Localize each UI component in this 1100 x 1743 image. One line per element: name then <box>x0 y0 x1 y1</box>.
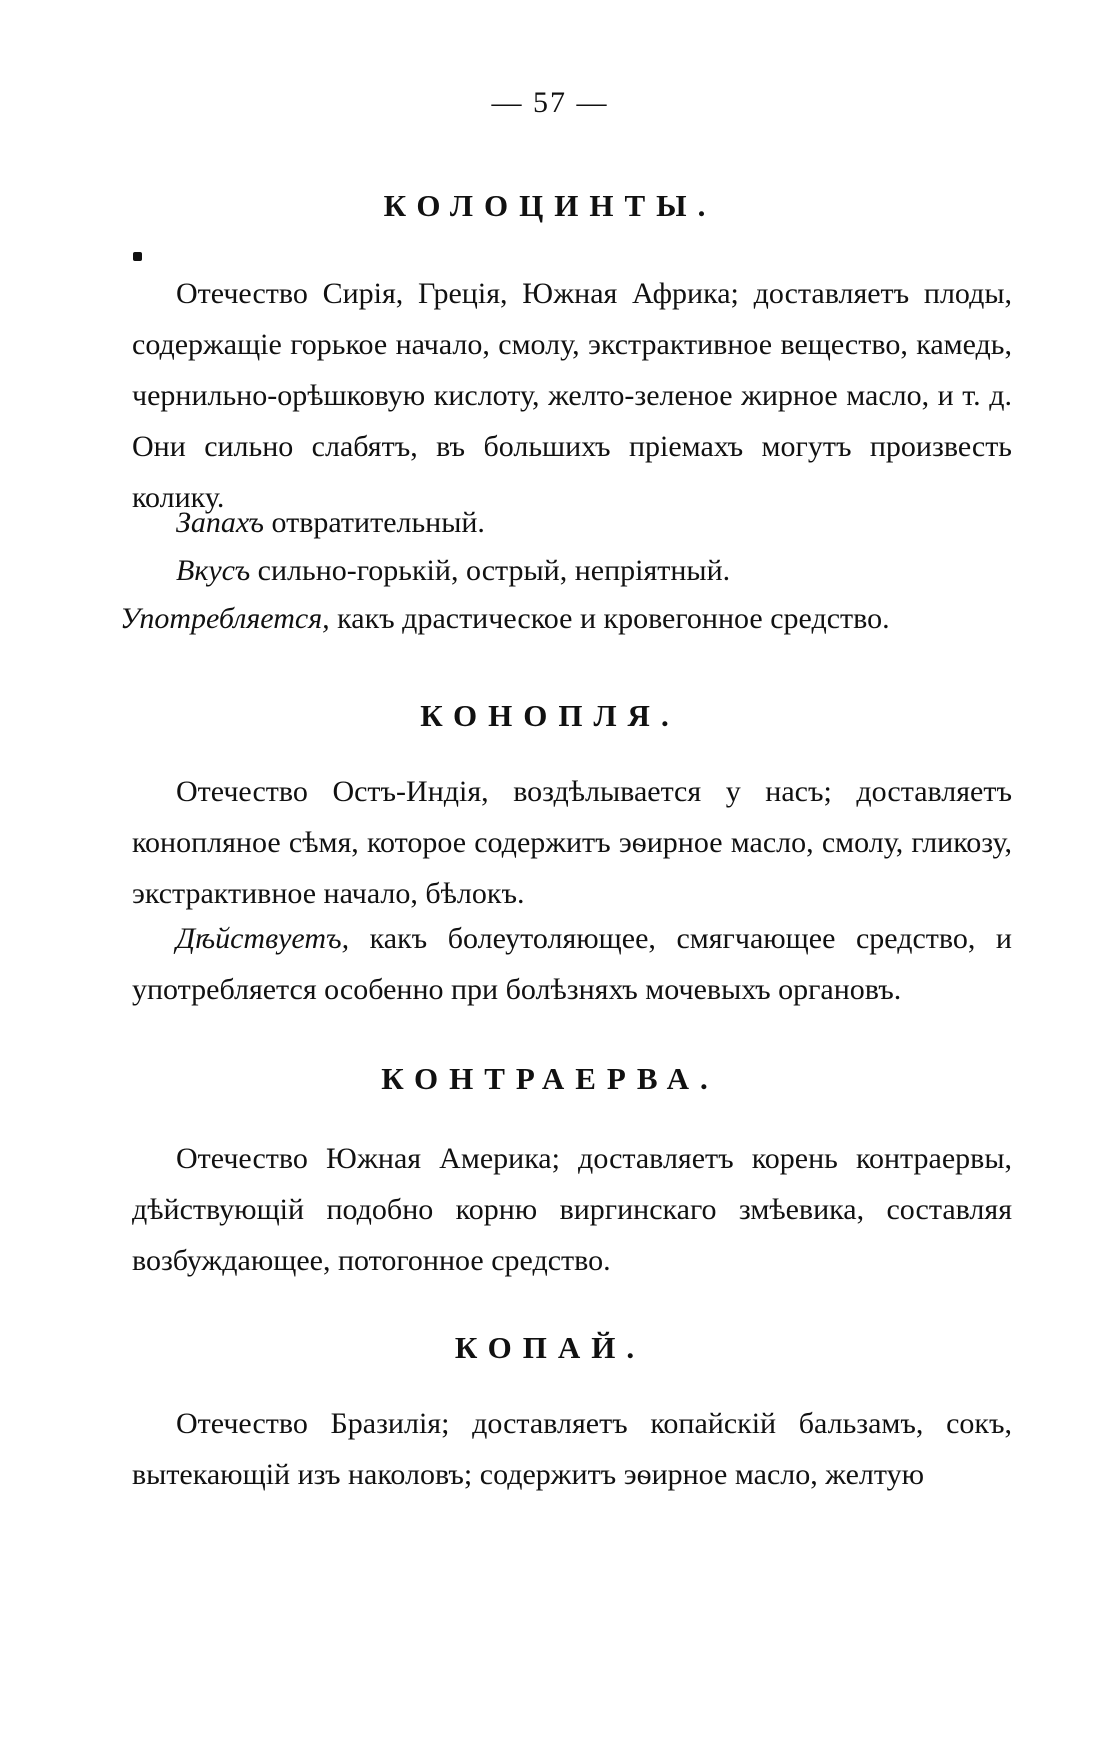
section-paragraph-hemp-action <box>132 913 1012 1015</box>
usage-line <box>120 593 1020 644</box>
action-text: какъ болеутоляющее, смягчающее средство, и употребляется особенно при болѣзняхъ мочевыхъ органовъ. <box>132 922 1012 1006</box>
paragraph-text: Отечество Сирія, Греція, Южная Африка; доставляетъ плоды, содержащіе горькое начало, смолу, экстрактивное вещество, камедь, чернильно-орѣшковую кислоту, желто-зеленое жирное масло, и т. д. Они сильно слабятъ, въ большихъ пріемахъ могутъ произвесть колику. <box>132 277 1012 514</box>
section-paragraph-colocynth <box>132 268 1012 523</box>
taste-line <box>176 545 1016 596</box>
section-paragraph-hemp <box>132 766 1012 919</box>
usage-text: какъ драстическое и кровегонное средство. <box>329 602 890 635</box>
section-heading-copaiba: КОПАЙ. <box>454 1330 646 1365</box>
page-number: — 57 — <box>491 86 609 119</box>
stray-ink-mark <box>133 252 142 261</box>
action-term: Дѣйствуетъ, <box>176 922 350 955</box>
taste-term: Вкусъ <box>176 554 251 587</box>
section-heading-hemp: КОНОПЛЯ. <box>420 698 680 733</box>
section-paragraph-contrayerva <box>132 1133 1012 1286</box>
section-heading-contrayerva: КОНТРАЕРВА. <box>381 1061 719 1096</box>
smell-line <box>176 497 1016 548</box>
usage-term: Употребляется, <box>120 602 330 635</box>
smell-text: отвратительный. <box>264 506 485 539</box>
section-heading-colocynth: КОЛОЦИНТЫ. <box>383 188 717 223</box>
section-paragraph-copaiba <box>132 1398 1012 1500</box>
paragraph-text: Отечество Бразилія; доставляетъ копайскій бальзамъ, сокъ, вытекающій изъ наколовъ; содержитъ эѳирное масло, желтую <box>132 1407 1012 1491</box>
paragraph-text: Отечество Южная Америка; доставляетъ корень контраервы, дѣйствующій подобно корню виргинскаго змѣевика, составляя возбуждающее, потогонное средство. <box>132 1142 1012 1277</box>
paragraph-text: Отечество Остъ-Индія, воздѣлывается у насъ; доставляетъ конопляное сѣмя, которое содержитъ эѳирное масло, смолу, гликозу, экстрактивное начало, бѣлокъ. <box>132 775 1012 910</box>
taste-text: сильно-горькій, острый, непріятный. <box>250 554 731 587</box>
smell-term: Запахъ <box>176 506 264 539</box>
